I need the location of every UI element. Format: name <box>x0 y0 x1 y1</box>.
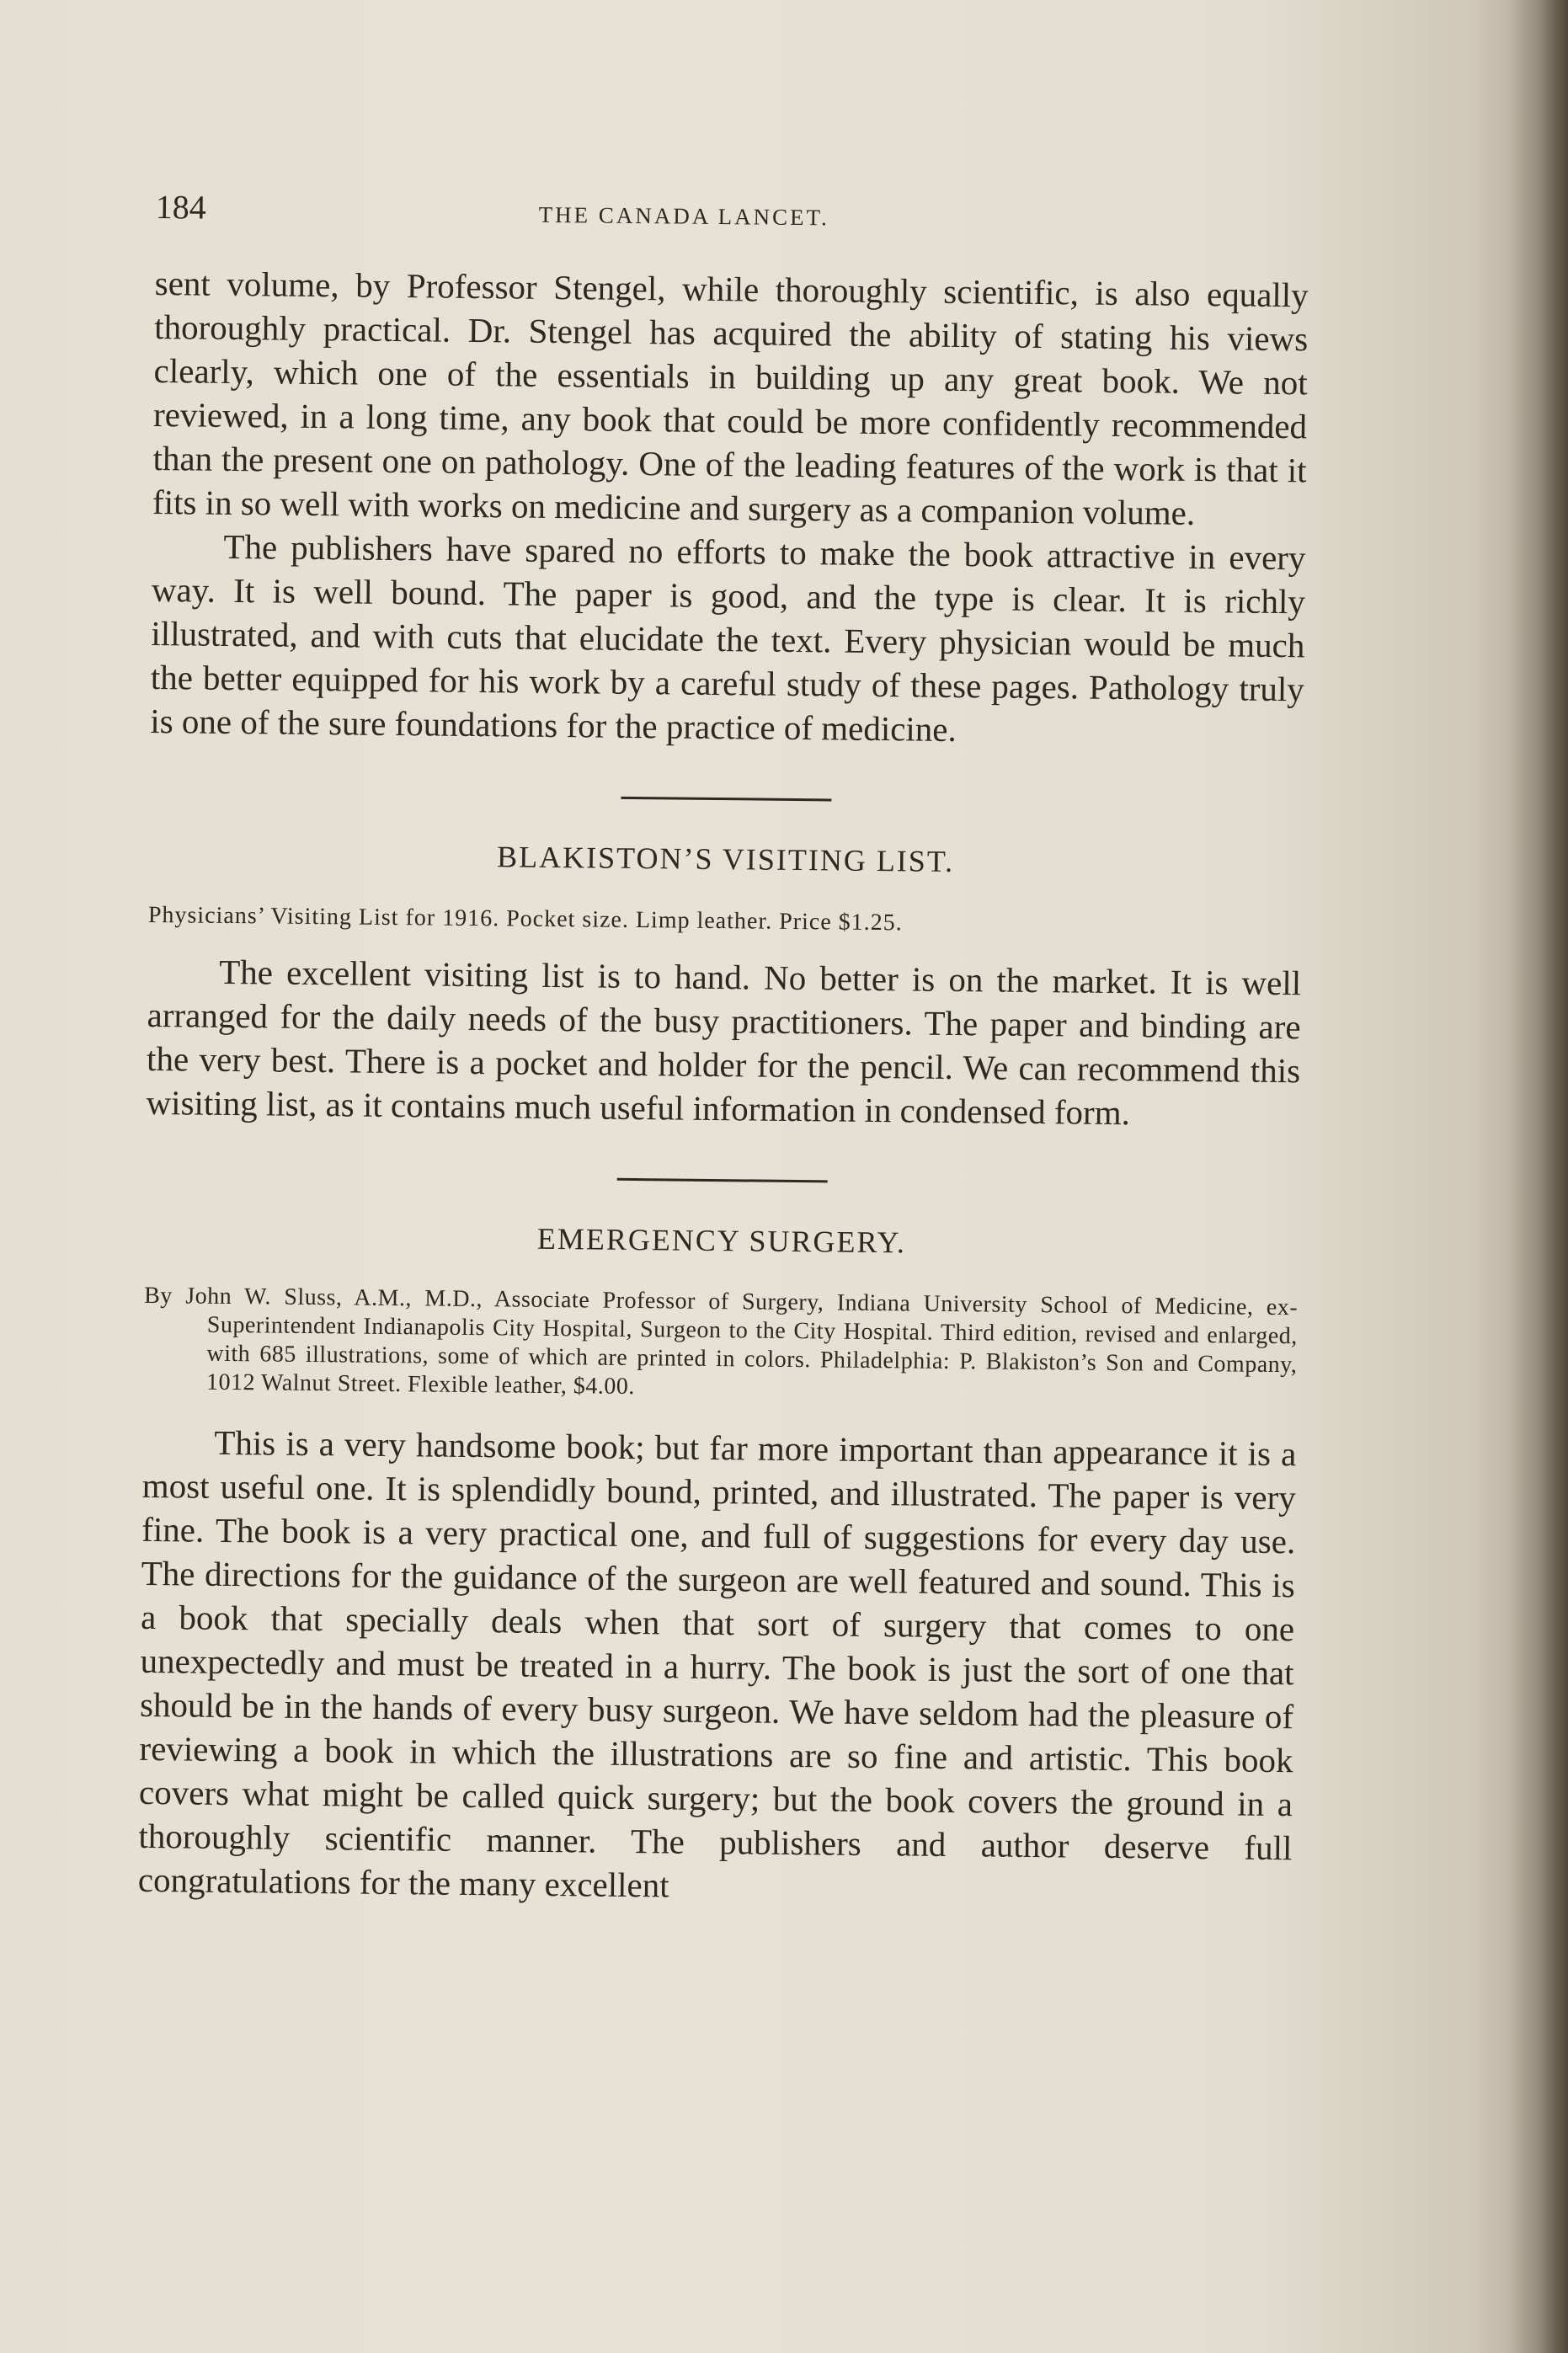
blakiston-section-title: BLAKISTON’S VISITING LIST. <box>496 840 955 878</box>
running-head <box>155 185 1309 244</box>
section-divider-1 <box>621 797 831 802</box>
pathology-review-paragraph-2: The publishers have spared no efforts to make the book attractive in every way. It is well bound. The paper is good, and the type is clear. It is richly illustrated, and with cuts that elucidate the text. Every physician would be much the better equipped for his work by a careful study of these pages. Pathology truly is one of the sure foundations for the practice of medicine. <box>150 526 1306 749</box>
blakiston-bibliographic-line: Physicians’ Visiting List for 1916. Pocket size. Limp leather. Price $1.25. <box>147 901 903 936</box>
section-divider-2 <box>617 1178 828 1183</box>
journal-title: THE CANADA LANCET. <box>538 201 830 231</box>
emergency-bibliographic-block: By John W. Sluss, A.M., M.D., Associate Professor of Surgery, Indiana University School of Medicine, ex-Superintendent Indianapolis City Hospital, Surgeon to the City Hospital. Third edition, revised and enlarged, with 685 illustrations, some of which are printed in colors. Philadelphia: P. Blakiston’s Son and Company, 1012 Walnut Street. Flexible leather, $4.00. <box>144 1282 1299 1401</box>
emergency-review-paragraph: This is a very handsome book; but far more important than appearance it is a most useful one. It is splendidly bound, printed, and illustrated. The paper is very fine. The book is a very practical one, and full of suggestions for every day use. The directions for the guidance of the surgeon are well featured and sound. This is a book that specially deals when that sort of surgery that comes to one unexpectedly and must be treated in a hurry. The book is just the sort of one that should be in the hands of every busy surgeon. We have seldom had the pleasure of reviewing a book in which the illustrations are so fine and artistic. This book covers what might be called quick surgery; but the book covers the ground in a thoroughly scientific manner. The publishers and author deserve full congratulations for the many excellent <box>137 1422 1297 1905</box>
pathology-review-paragraph-1: sent volume, by Professor Stengel, while thoroughly scientific, is also equally thoroughly practical. Dr. Stengel has acquired the ability of stating his views clearly, which one of the essentials in building up any great book. We not reviewed, in a long time, any book that could be more confidently recommended than the present one on pathology. One of the leading features of the work is that it fits in so well with works on medicine and surgery as a companion volume. <box>152 263 1309 532</box>
page-content <box>138 185 1309 1913</box>
blakiston-review-paragraph: The excellent visiting list is to hand. No better is on the market. It is well arranged for the daily needs of the busy practitioners. The paper and binding are the very best. There is a pocket and holder for the pencil. We can recommend this wisiting list, as it contains much useful information in condensed form. <box>146 952 1302 1133</box>
book-spine-shadow <box>1509 0 1568 2353</box>
page-number: 184 <box>155 187 206 227</box>
emergency-section-title: EMERGENCY SURGERY. <box>536 1221 907 1260</box>
